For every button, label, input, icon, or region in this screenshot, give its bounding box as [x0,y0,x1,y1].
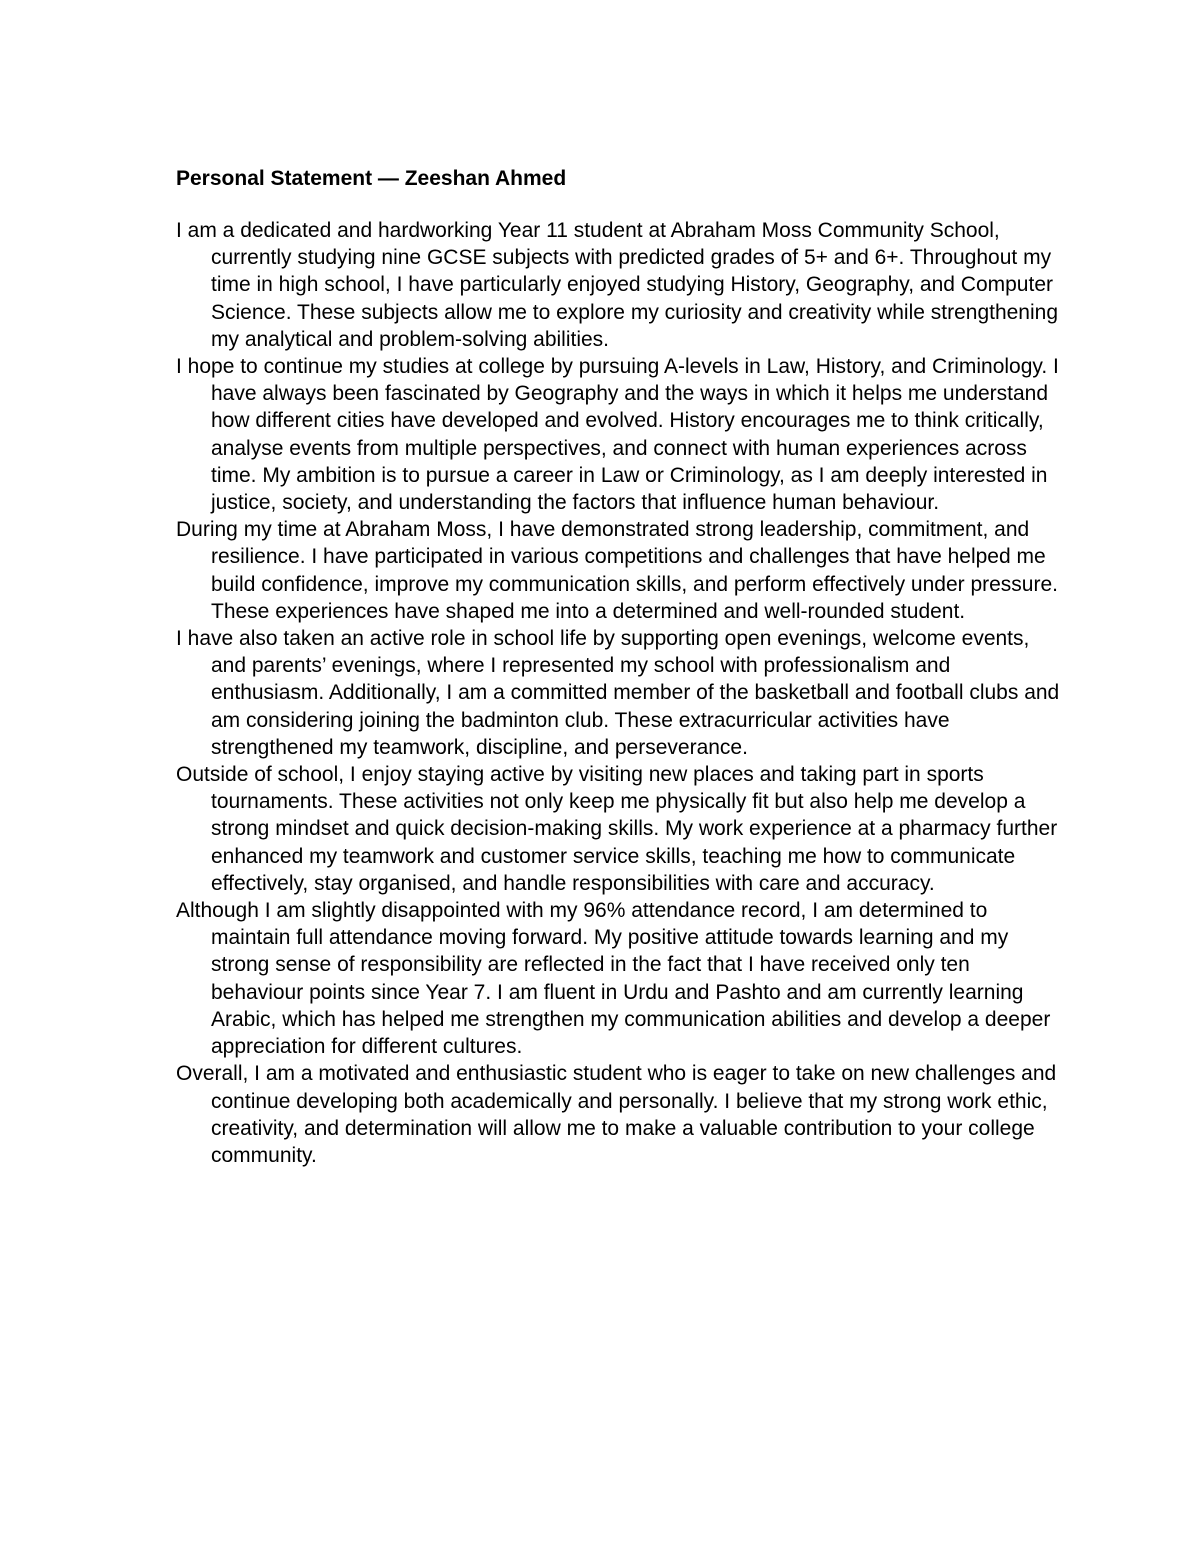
paragraph-school-life: I have also taken an active role in school life by supporting open evenings, welcome events, and parents’ evenings, where I represented my school with professionalism and enthusiasm. Additionally, I am a committed member of the basketball and football clubs and am considering joining the badminton club. These extracurricular activities have strengthened my teamwork, discipline, and perseverance. [176,627,1060,759]
paragraph-leadership: During my time at Abraham Moss, I have demonstrated strong leadership, commitment, and resilience. I have participated in various competitions and challenges that have helped me build confidence, improve my communication skills, and perform effectively under pressure. These experiences have shaped me into a determined and well-rounded student. [176,518,1058,623]
paragraph-attendance-languages: Although I am slightly disappointed with my 96% attendance record, I am determined to maintain full attendance moving forward. My positive attitude towards learning and my strong sense of responsibility are reflected in the fact that I have received only ten behaviour points since Year 7. I am fluent in Urdu and Pashto and am currently learning Arabic, which has helped me strengthen my communication abilities and develop a deeper appreciation for different cultures. [176,899,1051,1059]
paragraph-college-plans: I hope to continue my studies at college by pursuing A-levels in Law, History, and Criminology. I have always been fascinated by Geography and the ways in which it helps me understand how different cities have developed and evolved. History encourages me to think critically, analyse events from multiple perspectives, and connect with human experiences across time. My ambition is to pursue a career in Law or Criminology, as I am deeply interested in justice, society, and understanding the factors that influence human behaviour. [176,355,1059,515]
paragraph-conclusion: Overall, I am a motivated and enthusiastic student who is eager to take on new challenges and continue developing both academically and personally. I believe that my strong work ethic, creativity, and determination will allow me to make a valuable contribution to your college community. [176,1062,1057,1167]
document-title: Personal Statement — Zeeshan Ahmed [176,167,567,190]
paragraph-outside-school: Outside of school, I enjoy staying active by visiting new places and taking part in sports tournaments. These activities not only keep me physically fit but also help me develop a strong mindset and quick decision-making skills. My work experience at a pharmacy further enhanced my teamwork and customer service skills, teaching me how to communicate effectively, stay organised, and handle responsibilities with care and accuracy. [176,763,1058,895]
document-page [176,163,1061,1169]
paragraph-introduction: I am a dedicated and hardworking Year 11 student at Abraham Moss Community School, currently studying nine GCSE subjects with predicted grades of 5+ and 6+. Throughout my time in high school, I have particularly enjoyed studying History, Geography, and Computer Science. These subjects allow me to explore my curiosity and creativity while strengthening my analytical and problem-solving abilities. [176,219,1059,351]
